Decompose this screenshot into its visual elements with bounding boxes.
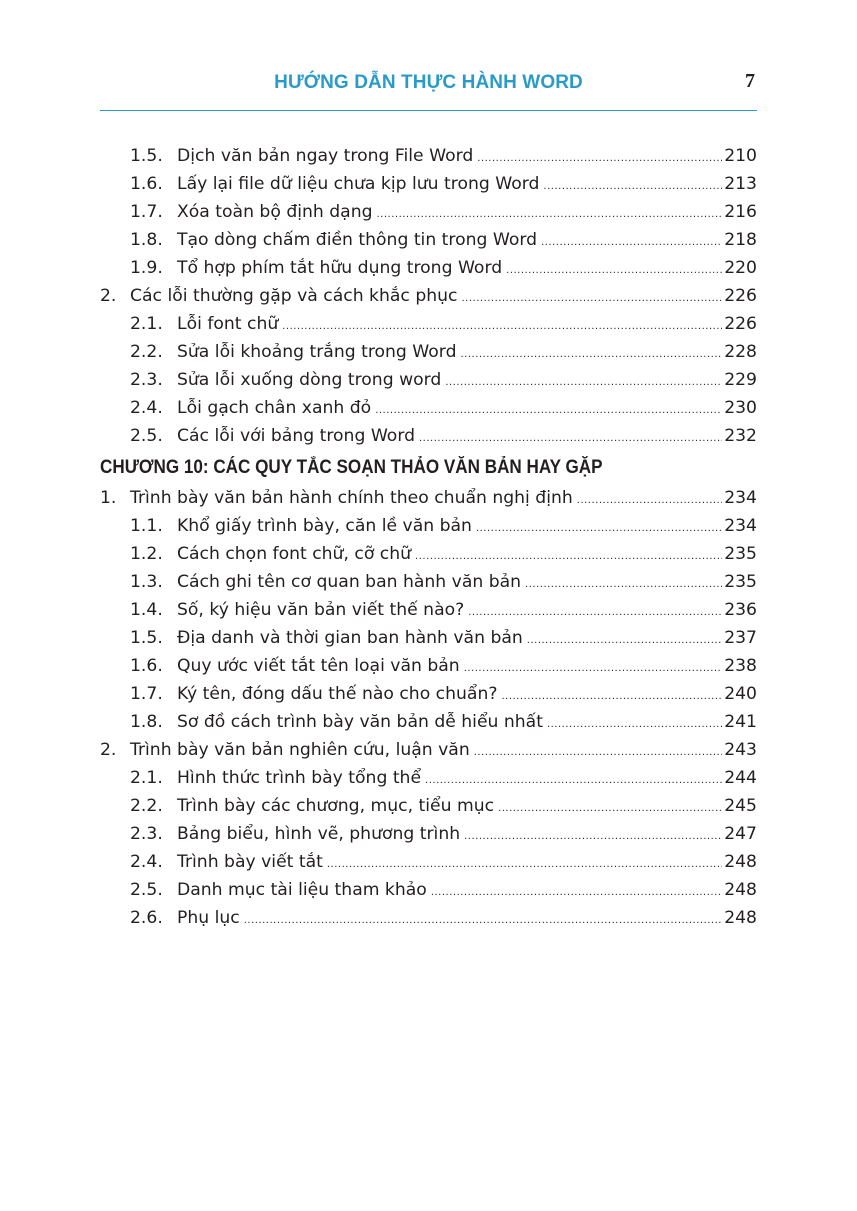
toc-entry-page: 248: [724, 908, 757, 928]
toc-entry-title: Trình bày viết tắt: [177, 852, 323, 872]
toc-subsection-entry[interactable]: [100, 624, 757, 652]
toc-dot-leader: [474, 739, 722, 767]
toc-dot-leader: [244, 907, 722, 935]
toc-section-entry[interactable]: [100, 282, 757, 310]
toc-section-entry[interactable]: [100, 736, 757, 764]
toc-dot-leader: [476, 515, 722, 543]
toc-subsection-entry[interactable]: [100, 876, 757, 904]
toc-entry-page: 232: [724, 426, 757, 446]
toc-entry-title: Bảng biểu, hình vẽ, phương trình: [177, 824, 461, 844]
toc-entry-title: Hình thức trình bày tổng thể: [177, 768, 422, 788]
toc-entry-page: 234: [724, 488, 757, 508]
toc-entry-number: 2.3.: [130, 824, 163, 844]
toc-entry-number: 2.5.: [130, 880, 163, 900]
toc-entry-page: 218: [724, 230, 757, 250]
toc-entry-page: 241: [724, 712, 757, 732]
toc-entry-title: Lỗi gạch chân xanh đỏ: [177, 398, 372, 418]
toc-entry-page: 240: [724, 684, 757, 704]
toc-subsection-entry[interactable]: [100, 680, 757, 708]
toc-dot-leader: [577, 487, 722, 515]
toc-entry-title: Sửa lỗi xuống dòng trong word: [177, 370, 442, 390]
toc-dot-leader: [460, 341, 722, 369]
toc-entry-title: Trình bày văn bản nghiên cứu, luận văn: [130, 740, 470, 760]
toc-subsection-entry[interactable]: [100, 540, 757, 568]
toc-entry-title: Lấy lại file dữ liệu chưa kịp lưu trong Word: [177, 174, 540, 194]
toc-subsection-entry[interactable]: [100, 652, 757, 680]
toc-entry-number: 2.6.: [130, 908, 163, 928]
toc-entry-title: Ký tên, đóng dấu thế nào cho chuẩn?: [177, 684, 498, 704]
toc-entry-title: Danh mục tài liệu tham khảo: [177, 880, 427, 900]
toc-subsection-entry[interactable]: [100, 226, 757, 254]
toc-dot-leader: [377, 201, 723, 229]
toc-entry-page: 237: [724, 628, 757, 648]
toc-dot-leader: [477, 145, 722, 173]
toc-entry-number: 2.: [100, 286, 117, 306]
toc-dot-leader: [425, 767, 722, 795]
toc-entry-title: Trình bày các chương, mục, tiểu mục: [177, 796, 495, 816]
toc-entry-page: 229: [724, 370, 757, 390]
toc-entry-page: 234: [724, 516, 757, 536]
toc-entry-number: 1.6.: [130, 174, 163, 194]
toc-entry-page: 226: [724, 286, 757, 306]
toc-section-chapter-10: [100, 484, 757, 932]
toc-entry-title: Các lỗi với bảng trong Word: [177, 426, 415, 446]
toc-entry-number: 1.7.: [130, 202, 163, 222]
toc-entry-page: 220: [724, 258, 757, 278]
toc-entry-number: 1.: [100, 488, 117, 508]
toc-entry-number: 2.4.: [130, 398, 163, 418]
toc-entry-title: Tổ hợp phím tắt hữu dụng trong Word: [177, 258, 503, 278]
toc-entry-number: 1.1.: [130, 516, 163, 536]
toc-dot-leader: [498, 795, 722, 823]
toc-entry-title: Cách chọn font chữ, cỡ chữ: [177, 544, 412, 564]
toc-dot-leader: [419, 425, 722, 453]
toc-subsection-entry[interactable]: [100, 338, 757, 366]
toc-entry-title: Sơ đồ cách trình bày văn bản dễ hiểu nhất: [177, 712, 543, 732]
toc-subsection-entry[interactable]: [100, 422, 757, 450]
toc-entry-title: Phụ lục: [177, 908, 240, 928]
page-header: [100, 62, 757, 111]
toc-entry-number: 1.8.: [130, 230, 163, 250]
toc-entry-title: Khổ giấy trình bày, căn lề văn bản: [177, 516, 472, 536]
toc-entry-number: 1.5.: [130, 628, 163, 648]
toc-dot-leader: [541, 229, 722, 257]
toc-dot-leader: [525, 571, 722, 599]
toc-entry-page: 244: [724, 768, 757, 788]
toc-subsection-entry[interactable]: [100, 512, 757, 540]
toc-dot-leader: [375, 397, 722, 425]
toc-entry-page: 236: [724, 600, 757, 620]
toc-entry-title: Lỗi font chữ: [177, 314, 279, 334]
toc-entry-number: 2.2.: [130, 342, 163, 362]
toc-entry-page: 235: [724, 544, 757, 564]
toc-entry-page: 210: [724, 146, 757, 166]
toc-dot-leader: [415, 543, 722, 571]
toc-entry-number: 1.4.: [130, 600, 163, 620]
toc-subsection-entry[interactable]: [100, 310, 757, 338]
toc-entry-number: 1.5.: [130, 146, 163, 166]
toc-dot-leader: [464, 655, 722, 683]
toc-subsection-entry[interactable]: [100, 366, 757, 394]
toc-entry-page: 245: [724, 796, 757, 816]
toc-entry-title: Sửa lỗi khoảng trắng trong Word: [177, 342, 457, 362]
toc-entry-page: 216: [724, 202, 757, 222]
toc-entry-page: 230: [724, 398, 757, 418]
toc-dot-leader: [464, 823, 722, 851]
toc-subsection-entry[interactable]: [100, 596, 757, 624]
toc-subsection-entry[interactable]: [100, 254, 757, 282]
toc-entry-number: 2.3.: [130, 370, 163, 390]
toc-dot-leader: [282, 313, 722, 341]
toc-dot-leader: [327, 851, 722, 879]
toc-entry-title: Quy ước viết tắt tên loại văn bản: [177, 656, 460, 676]
toc-dot-leader: [543, 173, 722, 201]
toc-subsection-entry[interactable]: [100, 792, 757, 820]
toc-entry-number: 2.4.: [130, 852, 163, 872]
toc-dot-leader: [445, 369, 722, 397]
toc-entry-title: Xóa toàn bộ định dạng: [177, 202, 373, 222]
toc-entry-title: Dịch văn bản ngay trong File Word: [177, 146, 474, 166]
toc-entry-number: 1.7.: [130, 684, 163, 704]
toc-subsection-entry[interactable]: [100, 904, 757, 932]
toc-entry-title: Trình bày văn bản hành chính theo chuẩn nghị định: [130, 488, 573, 508]
toc-dot-leader: [501, 683, 722, 711]
toc-entry-page: 235: [724, 572, 757, 592]
toc-entry-number: 1.3.: [130, 572, 163, 592]
toc-entry-page: 248: [724, 880, 757, 900]
toc-entry-page: 248: [724, 852, 757, 872]
table-of-contents: [100, 142, 757, 932]
toc-entry-number: 1.2.: [130, 544, 163, 564]
toc-entry-title: Các lỗi thường gặp và cách khắc phục: [130, 286, 458, 306]
toc-entry-number: 2.2.: [130, 796, 163, 816]
toc-entry-page: 243: [724, 740, 757, 760]
chapter-heading: CHƯƠNG 10: CÁC QUY TẮC SOẠN THẢO VĂN BẢN HAY GẶP: [100, 457, 603, 478]
toc-subsection-entry[interactable]: [100, 708, 757, 736]
toc-dot-leader: [527, 627, 722, 655]
toc-entry-title: Cách ghi tên cơ quan ban hành văn bản: [177, 572, 522, 592]
running-header-title: HƯỚNG DẪN THỰC HÀNH WORD: [274, 72, 583, 93]
toc-entry-number: 1.6.: [130, 656, 163, 676]
toc-section-entry[interactable]: [100, 484, 757, 512]
toc-entry-page: 247: [724, 824, 757, 844]
toc-subsection-entry[interactable]: [100, 820, 757, 848]
toc-entry-title: Tạo dòng chấm điền thông tin trong Word: [177, 230, 538, 250]
toc-entry-number: 2.1.: [130, 314, 163, 334]
toc-dot-leader: [468, 599, 722, 627]
toc-dot-leader: [431, 879, 722, 907]
toc-subsection-entry[interactable]: [100, 568, 757, 596]
toc-entry-number: 1.9.: [130, 258, 163, 278]
toc-entry-number: 2.5.: [130, 426, 163, 446]
toc-entry-title: Số, ký hiệu văn bản viết thế nào?: [177, 600, 465, 620]
toc-section-continued: [100, 142, 757, 450]
toc-entry-title: Địa danh và thời gian ban hành văn bản: [177, 628, 523, 648]
toc-entry-number: 1.8.: [130, 712, 163, 732]
toc-dot-leader: [506, 257, 722, 285]
toc-subsection-entry[interactable]: [100, 394, 757, 422]
toc-entry-number: 2.: [100, 740, 117, 760]
toc-subsection-entry[interactable]: [100, 170, 757, 198]
toc-dot-leader: [547, 711, 722, 739]
toc-dot-leader: [462, 285, 723, 313]
toc-entry-page: 228: [724, 342, 757, 362]
toc-entry-page: 226: [724, 314, 757, 334]
page-number: 7: [745, 70, 755, 92]
toc-subsection-entry[interactable]: [100, 764, 757, 792]
toc-entry-number: 2.1.: [130, 768, 163, 788]
toc-subsection-entry[interactable]: [100, 198, 757, 226]
toc-subsection-entry[interactable]: [100, 142, 757, 170]
toc-entry-page: 238: [724, 656, 757, 676]
toc-entry-page: 213: [724, 174, 757, 194]
toc-subsection-entry[interactable]: [100, 848, 757, 876]
